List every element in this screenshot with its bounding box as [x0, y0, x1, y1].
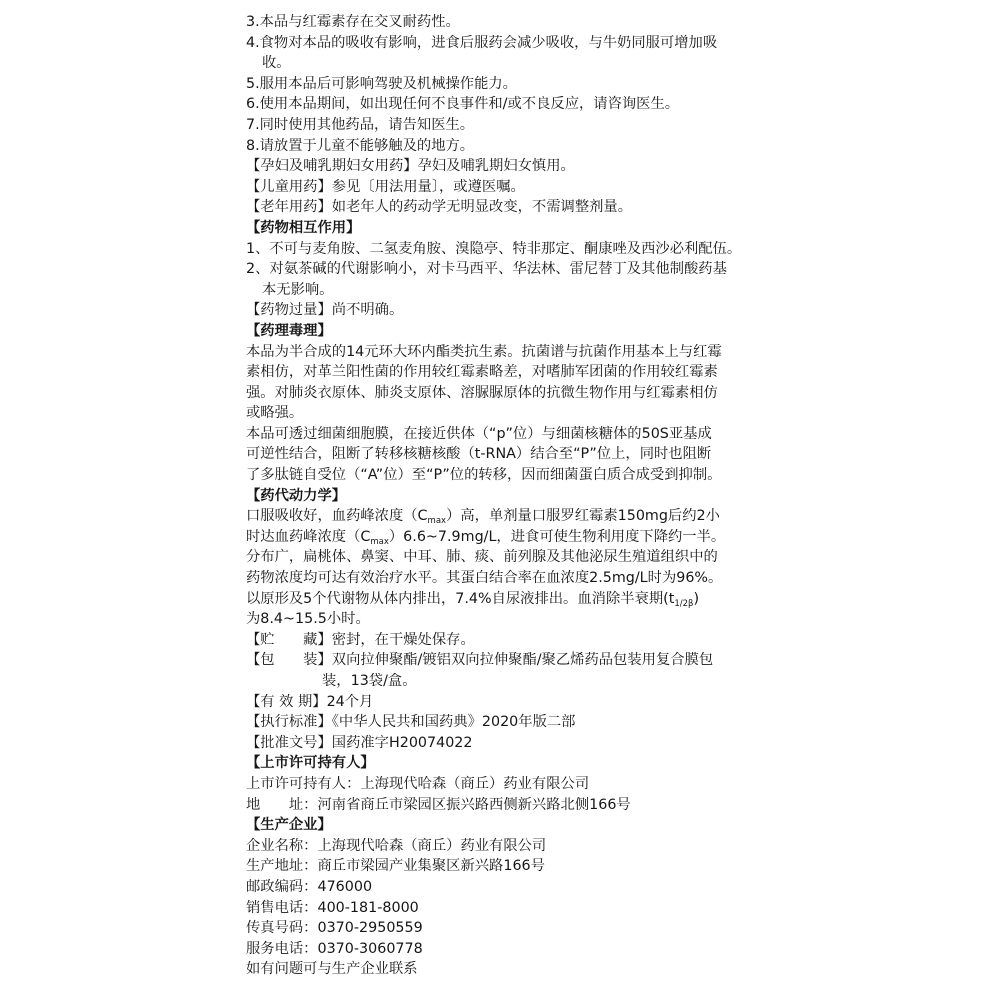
- mah-address: 地 址：河南省商丘市梁园区振兴路西侧新兴路北侧166号: [246, 796, 631, 813]
- pharmacokinetics-line-2: 时达血药峰浓度$(C_{max})6.6\sim 7.9mg/L$，进食可使生物利用度下降约一半。: [246, 528, 726, 547]
- precaution-5: 5.服用本品后可影响驾驶及机械操作能力。: [246, 75, 517, 92]
- packaging-section: 【包 装】双向拉伸聚酯/镀铝双向拉伸聚酯/聚乙烯药品包装用复合膜包: [246, 652, 714, 669]
- pharmacology-line-6: 可逆性结合，阻断了转移核糖核酸（t-RNA）结合至“P”位上，同时也阻断: [246, 446, 712, 463]
- approval-number-section: 【批准文号】国药准字H20074022: [246, 734, 473, 751]
- precaution-7: 7.同时使用其他药品，请告知医生。: [246, 116, 475, 133]
- interaction-1: 1、不可与麦角胺、二氢麦角胺、溴隐亭、特非那定、酮康唑及西沙必利配伍。: [246, 240, 742, 257]
- postal-code: 邮政编码：476000: [246, 878, 373, 895]
- interactions-heading: 【药物相互作用】: [246, 219, 361, 236]
- packaging-section-cont: 装，13袋/盒。: [322, 673, 417, 689]
- pharmacokinetics-line-6: 为8.4~15.5小时。: [246, 611, 370, 628]
- fax-number: 传真号码：0370-2950559: [246, 920, 423, 937]
- pharmacology-line-7: 了多肽链自受位（“A”位）至“P”位的转移，因而细菌蛋白质合成受到抑制。: [246, 467, 722, 484]
- manufacturer-name: 企业名称：上海现代哈森（商丘）药业有限公司: [246, 837, 547, 854]
- precaution-6: 6.使用本品期间，如出现任何不良事件和/或不良反应，请咨询医生。: [246, 96, 680, 113]
- pharmacokinetics-line-4: 药物浓度均可达有效治疗水平。其蛋白结合率在血浓度2.5mg/L时为96%。: [246, 570, 723, 587]
- pharmacology-heading: 【药理毒理】: [246, 322, 332, 339]
- mah-heading: 【上市许可持有人】: [246, 755, 375, 772]
- pharmacokinetics-heading: 【药代动力学】: [246, 487, 347, 504]
- contact-note: 如有问题可与生产企业联系: [246, 961, 418, 978]
- precaution-3: 3.本品与红霉素存在交叉耐药性。: [246, 14, 460, 30]
- precaution-8: 8.请放置于儿童不能够触及的地方。: [246, 137, 475, 154]
- interaction-2-cont: 本无影响。: [262, 281, 334, 298]
- service-phone: 服务电话：0370-3060778: [246, 940, 423, 957]
- pregnancy-section: 【孕妇及哺乳期妇女用药】孕妇及哺乳期妇女慎用。: [246, 158, 575, 175]
- geriatric-section: 【老年用药】如老年人的药动学无明显改变，不需调整剂量。: [246, 199, 633, 216]
- cmax-subscript: max: [427, 516, 447, 527]
- mah-name: 上市许可持有人：上海现代哈森（商丘）药业有限公司: [246, 775, 590, 792]
- pharmacokinetics-line-3: 分布广，扁桃体、鼻窦、中耳、肺、痰、前列腺及其他泌尿生殖道组织中的: [246, 549, 718, 566]
- pediatric-section: 【儿童用药】参见〔用法用量〕，或遵医嘱。: [246, 178, 525, 195]
- storage-section: 【贮 藏】密封，在干燥处保存。: [246, 631, 475, 648]
- half-life-subscript: 1/2β: [674, 598, 694, 609]
- overdose-section: 【药物过量】尚不明确。: [246, 302, 404, 319]
- cmax-subscript: max: [370, 536, 389, 547]
- manufacturer-heading: 【生产企业】: [246, 817, 332, 834]
- pharmacology-line-4: 或略强。: [246, 405, 304, 422]
- precaution-4-cont: 收。: [262, 55, 291, 72]
- sales-phone: 销售电话：400-181-8000: [246, 899, 419, 916]
- pharmacology-line-3: 强。对肺炎衣原体、肺炎支原体、溶脲脲原体的抗微生物作用与红霉素相仿: [246, 384, 718, 401]
- interaction-2: 2、对氨茶碱的代谢影响小，对卡马西平、华法林、雷尼替丁及其他制酸药基: [246, 261, 727, 278]
- shelf-life-section: 【有 效 期】24个月: [246, 693, 374, 710]
- pharmacology-line-2: 素相仿，对革兰阳性菌的作用较红霉素略差，对嗜肺军团菌的作用较红霉素: [246, 364, 718, 381]
- pharmacokinetics-line-5: 以原形及5个代谢物从体内排出，7.4%自尿液排出。血消除半衰期$(t_{1/2\beta})$: [246, 590, 700, 609]
- manufacturer-address: 生产地址：商丘市梁园产业集聚区新兴路166号: [246, 858, 545, 875]
- precaution-4: 4.食物对本品的吸收有影响，进食后服药会减少吸收，与牛奶同服可增加吸: [246, 34, 718, 51]
- pharmacokinetics-line-1: 口服吸收好，血药峰浓度$(C_{max})$高，单剂量口服罗红霉素150mg后约2小: [246, 508, 720, 527]
- standard-section: 【执行标准】《中华人民共和国药典》2020年版二部: [246, 714, 576, 731]
- pharmacology-line-5: 本品可透过细菌细胞膜，在接近供体（“p”位）与细菌核糖体的50S亚基成: [246, 425, 712, 442]
- pharmacology-line-1: 本品为半合成的14元环大环内酯类抗生素。抗菌谱与抗菌作用基本上与红霉: [246, 343, 722, 360]
- package-insert-text: [246, 12, 786, 980]
